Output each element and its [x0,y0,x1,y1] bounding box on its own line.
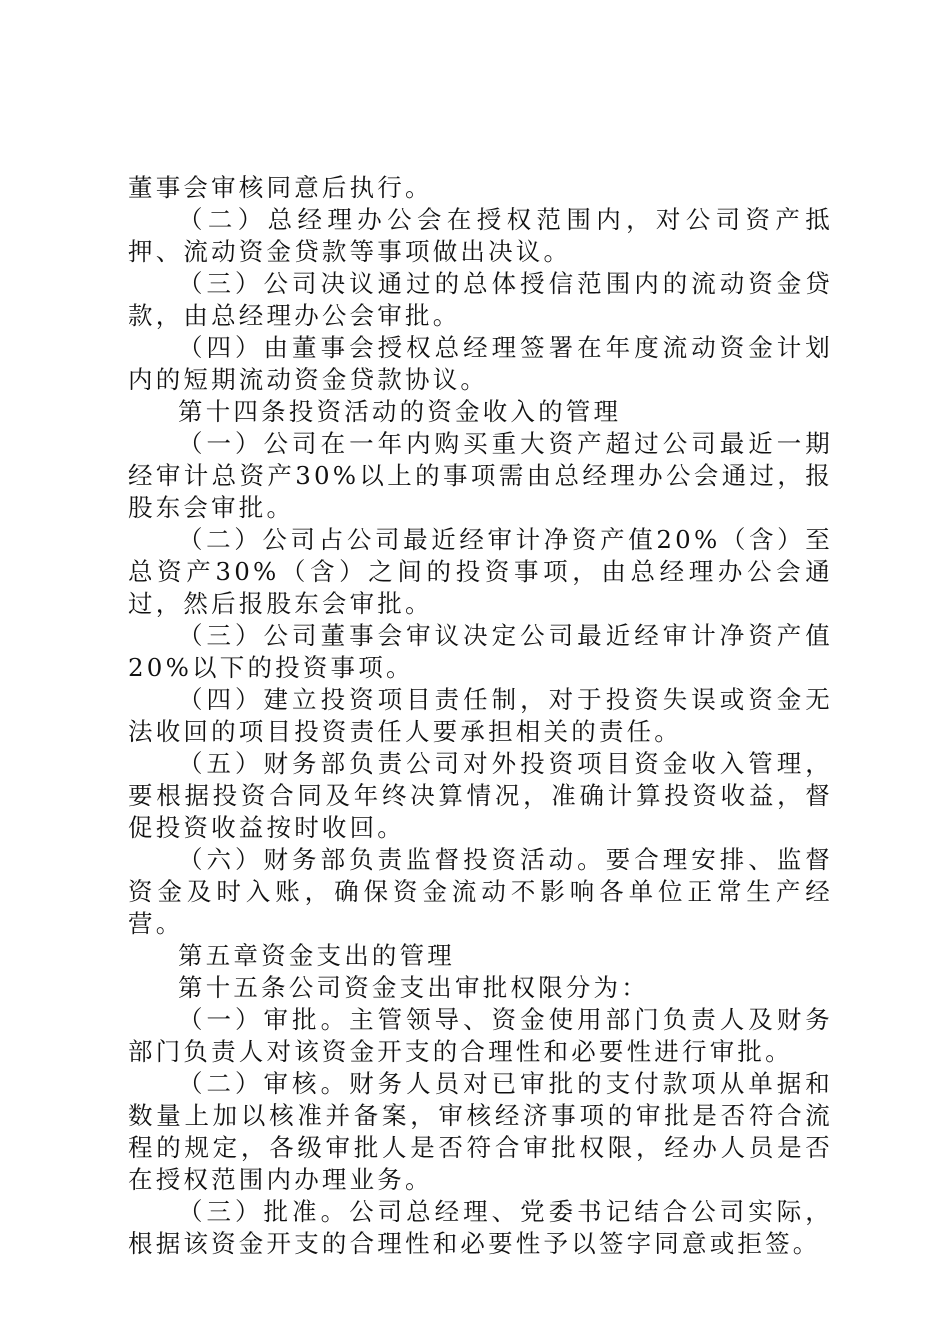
paragraph: （五）财务部负责公司对外投资项目资金收入管理，要根据投资合同及年终决算情况，准确计算投资收益，督促投资收益按时收回。 [128,749,833,842]
paragraph: （四）建立投资项目责任制，对于投资失误或资金无法收回的项目投资责任人要承担相关的责任。 [128,685,833,746]
paragraph: （二）审核。财务人员对已审批的支付款项从单据和数量上加以核准并备案，审核经济事项的审批是否符合流程的规定，各级审批人是否符合审批权限，经办人员是否在授权范围内办理业务。 [128,1069,833,1194]
paragraph: （一）审批。主管领导、资金使用部门负责人及财务部门负责人对该资金开支的合理性和必要性进行审批。 [128,1005,833,1066]
paragraph: （三）批准。公司总经理、党委书记结合公司实际，根据该资金开支的合理性和必要性予以签字同意或拒签。 [128,1197,833,1258]
section-heading: 第十四条投资活动的资金收入的管理 [178,397,622,426]
paragraph: （四）由董事会授权总经理签署在年度流动资金计划内的短期流动资金贷款协议。 [128,333,833,394]
document-body [128,172,833,1260]
paragraph: （二）总经理办公会在授权范围内，对公司资产抵押、流动资金贷款等事项做出决议。 [128,205,833,266]
section-heading: 第十五条公司资金支出审批权限分为： [178,973,649,1002]
paragraph: （六）财务部负责监督投资活动。要合理安排、监督资金及时入账，确保资金流动不影响各单位正常生产经营。 [128,845,833,938]
paragraph: （二）公司占公司最近经审计净资产值20%（含）至总资产30%（含）之间的投资事项，由总经理办公会通过，然后报股东会审批。 [128,525,833,618]
paragraph: （一）公司在一年内购买重大资产超过公司最近一期经审计总资产30%以上的事项需由总经理办公会通过，报股东会审批。 [128,429,833,522]
paragraph: （三）公司决议通过的总体授信范围内的流动资金贷款，由总经理办公会审批。 [128,269,833,330]
paragraph: 董事会审核同意后执行。 [128,173,433,202]
chapter-heading: 第五章资金支出的管理 [178,941,455,970]
paragraph: （三）公司董事会审议决定公司最近经审计净资产值20%以下的投资事项。 [128,621,833,682]
